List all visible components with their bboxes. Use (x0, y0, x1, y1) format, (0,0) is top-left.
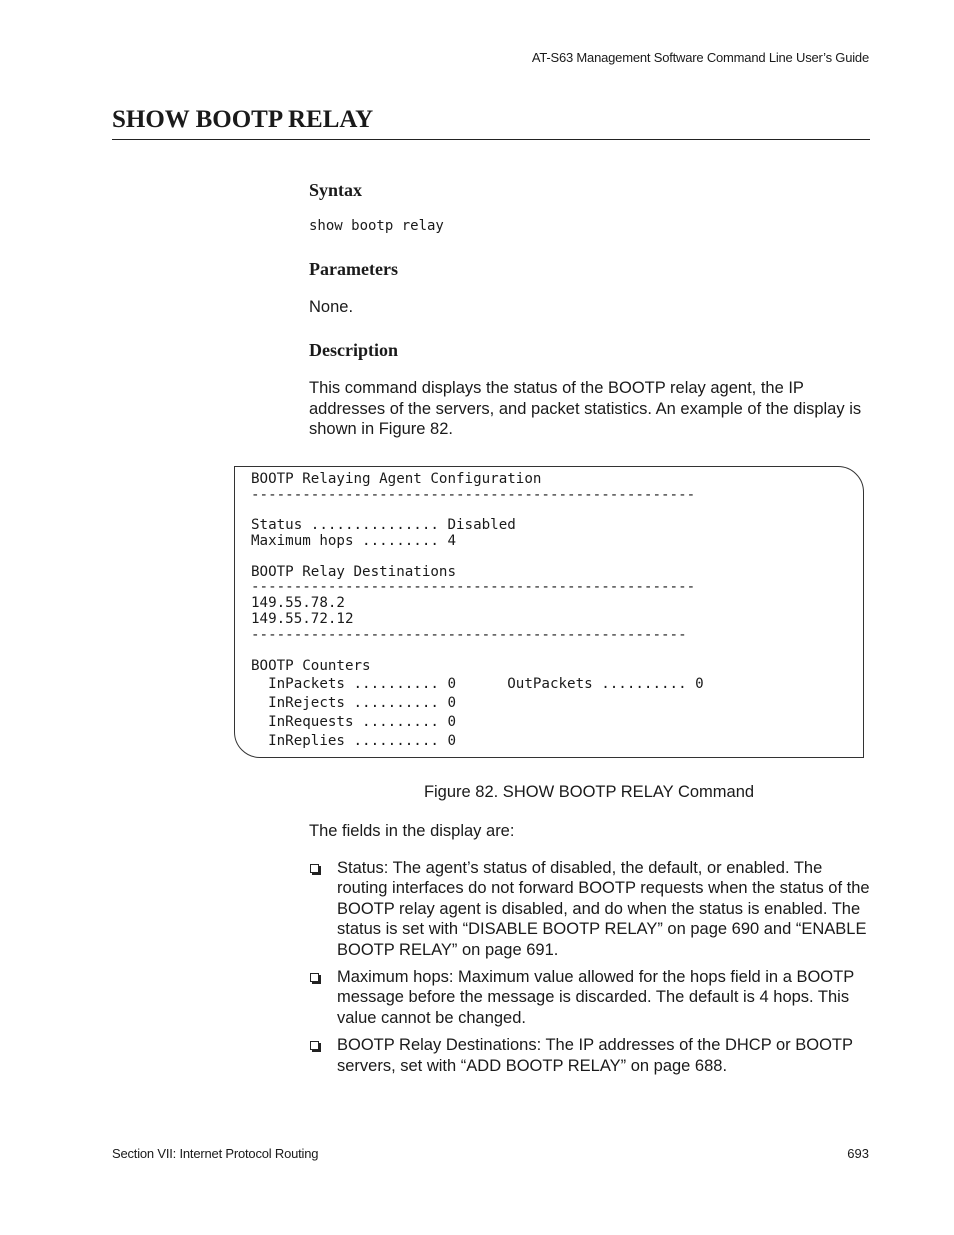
description-text: This command displays the status of the BOOTP relay agent, the IP addresses of the servers, and packet statistics. An example of the display is shown in Figure 82. (309, 379, 862, 438)
description-heading: Description (309, 340, 398, 360)
checkbox-bullet-icon (310, 864, 319, 873)
code-line-inrequests: InRequests ......... 0 (251, 714, 456, 730)
checkbox-bullet-icon (310, 973, 319, 982)
page-number: 693 (847, 1146, 869, 1161)
parameters-text: None. (309, 298, 354, 316)
code-line-dest-title: BOOTP Relay Destinations (251, 564, 456, 580)
code-line-max-hops: Maximum hops ......... 4 (251, 533, 456, 549)
syntax-heading: Syntax (309, 180, 363, 200)
code-line-config-title: BOOTP Relaying Agent Configuration (251, 471, 542, 487)
field-list (309, 858, 874, 1083)
code-line-inpackets: InPackets .......... 0 OutPackets .......... 0 (251, 676, 704, 692)
code-line-counters-title: BOOTP Counters (251, 658, 371, 674)
parameters-heading: Parameters (309, 259, 398, 279)
code-line-status: Status ............... Disabled (251, 517, 516, 533)
page-title: SHOW BOOTP RELAY (112, 106, 374, 133)
list-item-text: BOOTP Relay Destinations: The IP addresses of the DHCP or BOOTP servers, set with “ADD BOOTP RELAY” on page 688. (337, 1036, 853, 1075)
list-item (309, 858, 874, 960)
figure-caption: Figure 82. SHOW BOOTP RELAY Command (423, 783, 755, 801)
fields-intro: The fields in the display are: (309, 822, 515, 840)
code-line-inreplies: InReplies .......... 0 (251, 733, 456, 749)
footer-section: Section VII: Internet Protocol Routing (112, 1146, 319, 1161)
code-line-ip: 149.55.78.2 (251, 595, 345, 611)
checkbox-bullet-icon (310, 1041, 319, 1050)
code-line-inrejects: InRejects .......... 0 (251, 695, 456, 711)
code-line-divider: ---------------------------------------------------- (251, 487, 696, 503)
list-item (309, 967, 874, 1028)
code-line-divider: ---------------------------------------------------- (251, 579, 696, 595)
list-item-text: Status: The agent’s status of disabled, the default, or enabled. The routing interfaces do not forward BOOTP requests when the status of the BOOTP relay agent is disabled, and do when the status is enabled. The status is set with “DISABLE BOOTP RELAY” on page 690 and “ENABLE BOOTP RELAY” on page 691. (337, 859, 870, 959)
running-header: AT-S63 Management Software Command Line User’s Guide (531, 50, 869, 65)
syntax-code: show bootp relay (309, 218, 444, 234)
title-rule (112, 139, 870, 140)
list-item-text: Maximum hops: Maximum value allowed for the hops field in a BOOTP message before the message is discarded. The default is 4 hops. This value cannot be changed. (337, 968, 854, 1027)
code-line-divider: --------------------------------------------------- (251, 627, 687, 643)
list-item (309, 1035, 874, 1076)
code-line-ip: 149.55.72.12 (251, 611, 354, 627)
